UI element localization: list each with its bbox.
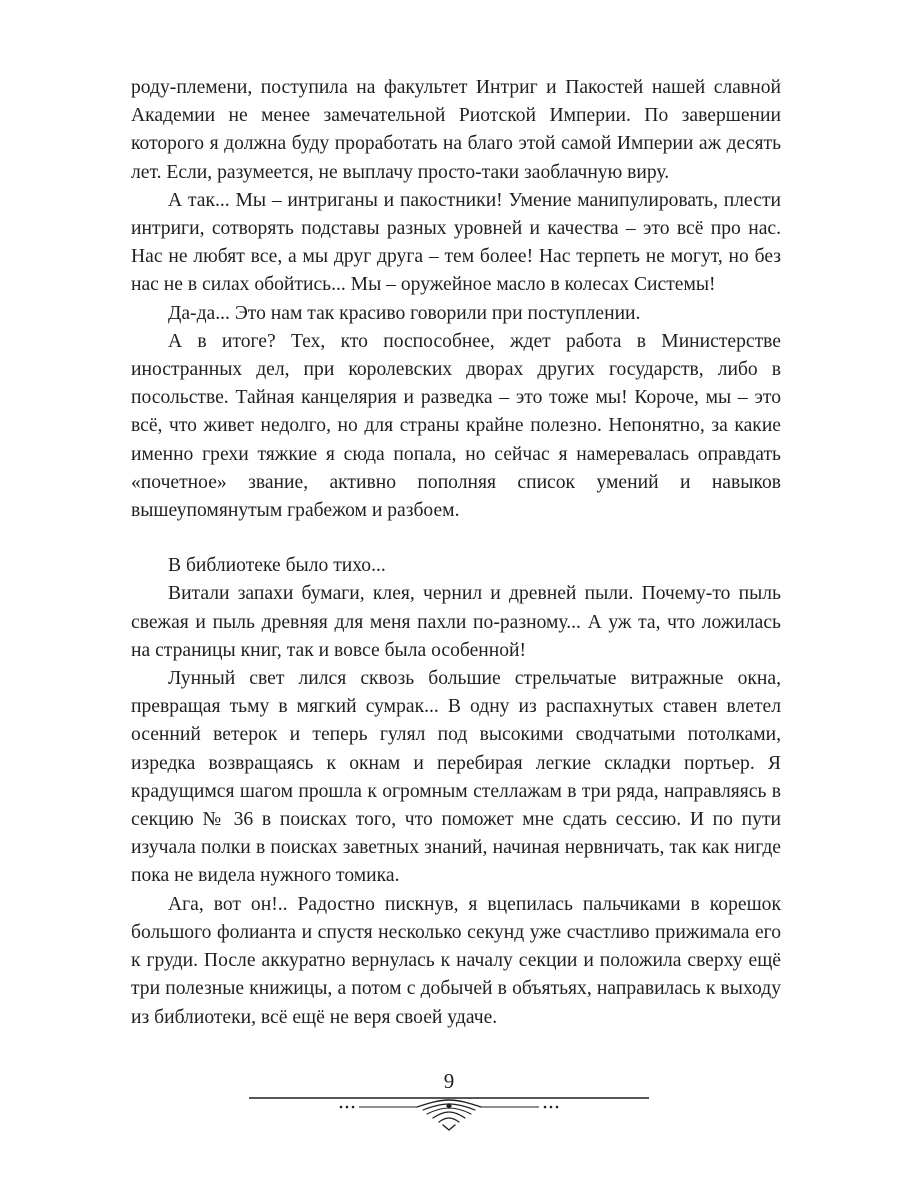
paragraph-4: А в итоге? Тех, кто поспособнее, ждет работа в Министерстве иностранных дел, при королевских дворах других государств, либо в посольстве. Тайная канцелярия и разведка – это тоже мы! Короче, мы – это всё, что живет недолго, но для страны крайне полезно. Непонятно, за какие именно грехи тяжкие я сюда попала, но сейчас я намеревалась оправдать «почетное» звание, активно пополняя список умений и навыков вышеупомянутым грабежом и разбоем. xyxy=(131,330,781,522)
paragraph-6: Витали запахи бумаги, клея, чернил и древней пыли. Почему-то пыль свежая и пыль древняя для меня пахли по-разному... А уж та, что ложилась на страницы книг, так и вовсе была особенной! xyxy=(131,583,781,661)
paragraph-1: роду-племени, поступила на факультет Интриг и Пакостей нашей славной Академии не менее замечательной Риотской Империи. По завершении которого я должна буду проработать на благо этой самой Империи аж десять лет. Если, разумеется, не выплачу просто-таки заоблачную виру. xyxy=(131,77,781,183)
ornament-divider-icon xyxy=(247,1092,651,1140)
paragraph-2: А так... Мы – интриганы и пакостники! Умение манипулировать, плести интриги, сотворять подставы разных уровней и качества – это всё про нас. Нас не любят все, а мы друг друга – тем более! Нас терпеть не могут, но без нас не в силах обойтись... Мы – оружейное масло в колесах Системы! xyxy=(131,189,781,296)
paragraph-5: В библиотеке было тихо... xyxy=(168,555,386,577)
page-body xyxy=(131,74,781,1032)
paragraph-7: Лунный свет лился сквозь большие стрельчатые витражные окна, превращая тьму в мягкий сумрак... В одну из распахнутых ставен влетел осенний ветерок и теперь гулял под высокими сводчатыми потолками, изредка возвращаясь к окнам и перебирая легкие складки портьер. Я крадущимся шагом прошла к огромным стеллажам в три ряда, направляясь в секцию № 36 в поисках того, что поможет мне сдать сессию. И по пути изучала полки в поисках заветных знаний, начиная нервничать, так как нигде пока не видела нужного томика. xyxy=(131,668,781,887)
paragraph-8: Ага, вот он!.. Радостно пискнув, я вцепилась пальчиками в корешок большого фолианта и спустя несколько секунд уже счастливо прижимала его к груди. После аккуратно вернулась к началу секции и положила сверху ещё три полезные книжицы, а потом с добычей в объятьях, направилась к выходу из библиотеки, всё ещё не веря своей удаче. xyxy=(131,893,781,1028)
scene-break xyxy=(131,525,781,552)
page-number: 9 xyxy=(443,1069,455,1093)
page-footer xyxy=(247,1068,651,1140)
paragraph-3: Да-да... Это нам так красиво говорили при поступлении. xyxy=(168,302,641,324)
